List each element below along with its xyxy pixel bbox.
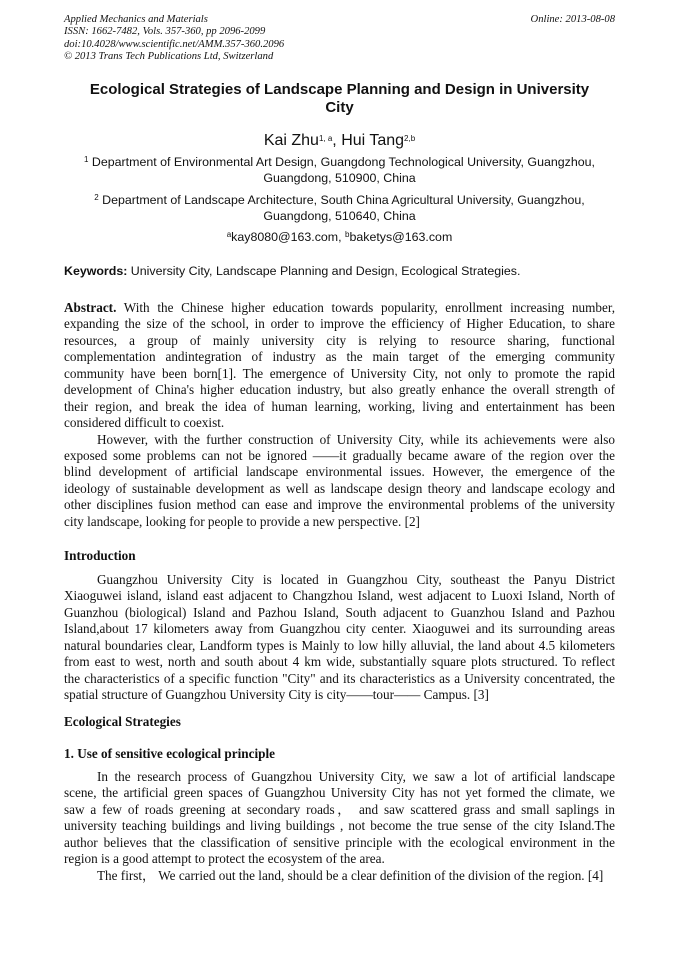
text-line: blind development of artificial landscape environmental issues. However, the emergence of the [64, 464, 615, 480]
text-line: considered difficult to coexist. [64, 415, 225, 431]
text-line: Island,about 17 kilometers away from Guangzhou city center. Xiaoguwei and its surrounding areas [64, 621, 615, 637]
affiliation-1 [64, 154, 615, 186]
keywords-label: Keywords: [64, 264, 128, 278]
author-name: Kai Zhu [263, 132, 319, 149]
email-a[interactable]: kay8080@163.com, [231, 230, 346, 244]
text-line: expanding the size of the school, in order to improve the efficiency of Higher Education, to share [64, 316, 615, 332]
text-line: In the research process of Guangzhou University City, we saw a lot of artificial landscape [97, 769, 615, 784]
authors [64, 131, 615, 151]
abstract-paragraph-2 [64, 432, 615, 531]
text-line: university teaching buildings and living buildings , not become the true sense of the city Island.The [64, 818, 615, 834]
abstract-label: Abstract. [64, 300, 117, 315]
title-line: City [325, 99, 354, 116]
text-line: resources, a group of mainly university city is relying to resource sharing, functional [64, 332, 615, 348]
author-name: Hui Tang [341, 132, 405, 149]
issn: ISSN: 1662-7482, Vols. 357-360, pp 2096-2099 [64, 26, 266, 38]
text-line: ideology of sustainable development as well as landscape design theory and landscape ecology and [64, 480, 615, 496]
abstract-line [64, 300, 615, 316]
ecological-body [64, 769, 615, 884]
aff-sup: 1 [84, 155, 89, 164]
introduction-paragraph [64, 572, 615, 704]
text-line: author believes that the classification of sensitive principle with the ecological environment in the [64, 834, 615, 850]
text-line: region is a good attempt to protect the ecosystem of the area. [64, 851, 385, 867]
email-b[interactable]: baketys@163.com [349, 230, 453, 244]
abstract-text: With the Chinese higher education towards popularity, enrollment increasing number, [116, 300, 615, 315]
text-line: However, with the further construction of University City, while its achievements were also [97, 431, 615, 447]
subsection-heading: 1. Use of sensitive ecological principle [64, 746, 275, 761]
ecological-paragraph-1 [64, 769, 615, 868]
abstract [64, 300, 615, 530]
text-line: Guangzhou University City is located in Guangzhou City, southeast the Panyu District [97, 572, 615, 587]
email-sup: b [345, 230, 350, 239]
aff-line: Department of Environmental Art Design, Guangdong Technological University, Guangzhou, [88, 155, 595, 169]
text-line: development of China's higher education industry, but also greatly enhance the overall strength of [64, 382, 615, 398]
email-sup: a [226, 230, 232, 239]
text-line: complementation andintegration of industry as the main target of the emerging community [64, 349, 615, 365]
online-date: Online: 2013-08-08 [530, 14, 615, 25]
text-line: community have been born[1]. The emergence of University City, not only to promote the rapid [64, 365, 615, 381]
copyright: © 2013 Trans Tech Publications Ltd, Switzerland [64, 51, 274, 63]
text-line: from east to west, north and south about 4 km wide, substantially square plots structured. To reflect [64, 654, 615, 670]
text-line: natural boundaries clear, Landform types is Mainly to low hilly alluvial, the land about 4.5 kilometers [64, 637, 615, 653]
section-heading: Ecological Strategies [64, 714, 181, 729]
text-line: Xiaoguwei island, island east adjacent to Changzhou Island, west adjacent to Luoxi Island, North of [64, 588, 615, 604]
text-line: scene, the artificial green spaces of Guangzhou University City has not yet formed the climate, we [64, 785, 615, 801]
text-line: Guanzhou (biological) Island and Pazhou Island, South adjacent to Guanzhou Island and Pazhou [64, 604, 615, 620]
text-line: their region, and break the idea of human learning, working, living and entertainment has been [64, 398, 615, 414]
affiliation-2 [64, 192, 615, 224]
keywords-text: University City, Landscape Planning and Design, Ecological Strategies. [127, 264, 521, 278]
text-line: spatial structure of Guangzhou University City is city——tour—— Campus. [3] [64, 687, 489, 703]
text-line: The first， We carried out the land, should be a clear definition of the division of the region. [4] [97, 867, 604, 883]
journal-header [64, 14, 615, 64]
title-line: Ecological Strategies of Landscape Planning and Design in University [89, 81, 590, 98]
paper-title [64, 81, 615, 117]
aff-line: Guangdong, 510640, China [263, 209, 416, 223]
text-line: saw a few of roads greening at secondary roads， and saw scattered grass and small saplings in [64, 801, 615, 817]
aff-sup: 2 [94, 193, 99, 202]
abstract-paragraph-1 [64, 316, 615, 431]
author-sep: , [332, 132, 342, 149]
doi: doi:10.4028/www.scientific.net/AMM.357-360.2096 [64, 38, 285, 50]
section-heading: Introduction [64, 548, 136, 563]
text-line: exposed some problems can not be ignored ——it gradually became aware of the region over the [64, 447, 615, 463]
ecological-paragraph-2 [64, 868, 615, 884]
text-line: city landscape, looking for people to provide a new perspective. [2] [64, 513, 420, 529]
text-line: other disciplines fusion method can ease and improve the environmental problems of the university [64, 497, 615, 513]
keywords [64, 263, 615, 279]
author-sup: 1, a [318, 134, 333, 143]
journal-name: Applied Mechanics and Materials [64, 14, 208, 25]
aff-line: Department of Landscape Architecture, South China Agricultural University, Guangzhou, [98, 193, 585, 207]
emails [64, 229, 615, 245]
author-sup: 2,b [404, 134, 416, 143]
aff-line: Guangdong, 510900, China [263, 171, 416, 185]
text-line: the characteristics of a specific function "City" and its characteristics as a University concentrated, the [64, 670, 615, 686]
